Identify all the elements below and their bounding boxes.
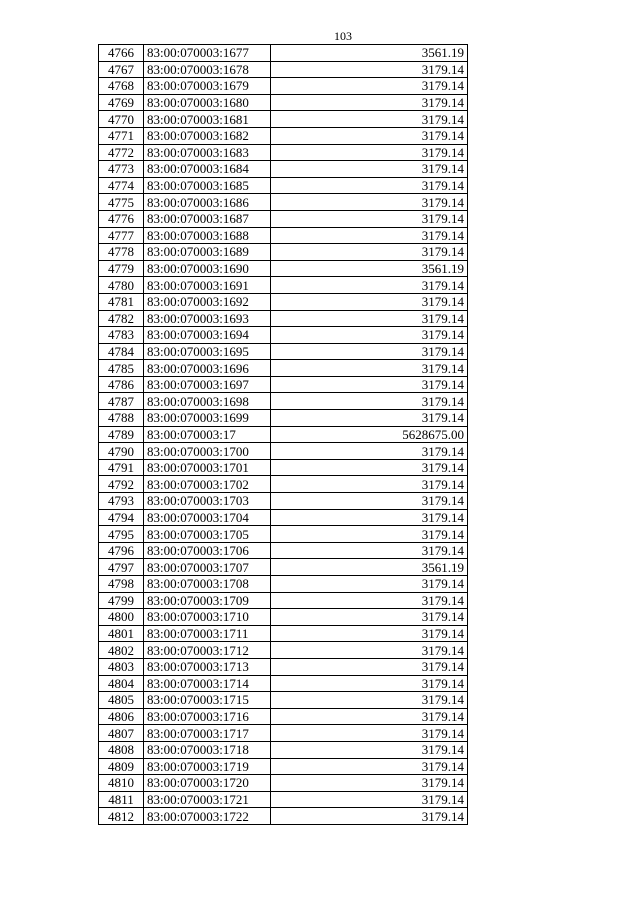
row-number-cell: 4791	[99, 459, 144, 476]
cadastral-number-cell: 83:00:070003:1717	[144, 725, 271, 742]
table-row	[99, 509, 468, 526]
value-cell: 3179.14	[271, 61, 468, 78]
value-cell: 3179.14	[271, 675, 468, 692]
row-number-cell: 4812	[99, 808, 144, 825]
value-cell: 3179.14	[271, 592, 468, 609]
row-number-cell: 4776	[99, 210, 144, 227]
cadastral-number-cell: 83:00:070003:1708	[144, 576, 271, 593]
value-cell: 3179.14	[271, 459, 468, 476]
table-row	[99, 476, 468, 493]
table-row	[99, 658, 468, 675]
cadastral-number-cell: 83:00:070003:1682	[144, 127, 271, 144]
table-row	[99, 741, 468, 758]
table-row	[99, 78, 468, 95]
cadastral-number-cell: 83:00:070003:1697	[144, 376, 271, 393]
table-row	[99, 277, 468, 294]
value-cell: 3179.14	[271, 708, 468, 725]
row-number-cell: 4804	[99, 675, 144, 692]
row-number-cell: 4799	[99, 592, 144, 609]
table-row	[99, 708, 468, 725]
table-row	[99, 642, 468, 659]
cadastral-number-cell: 83:00:070003:1680	[144, 94, 271, 111]
value-cell: 3179.14	[271, 161, 468, 178]
table-row	[99, 210, 468, 227]
cadastral-number-cell: 83:00:070003:1711	[144, 625, 271, 642]
value-cell: 3179.14	[271, 277, 468, 294]
value-cell: 3179.14	[271, 476, 468, 493]
value-cell: 3179.14	[271, 808, 468, 825]
value-cell: 3179.14	[271, 144, 468, 161]
row-number-cell: 4781	[99, 293, 144, 310]
table-row	[99, 426, 468, 443]
cadastral-number-cell: 83:00:070003:1712	[144, 642, 271, 659]
row-number-cell: 4811	[99, 791, 144, 808]
value-cell: 3179.14	[271, 642, 468, 659]
table-row	[99, 144, 468, 161]
table-row	[99, 161, 468, 178]
cadastral-number-cell: 83:00:070003:1681	[144, 111, 271, 128]
row-number-cell: 4793	[99, 493, 144, 510]
row-number-cell: 4796	[99, 542, 144, 559]
cadastral-number-cell: 83:00:070003:1722	[144, 808, 271, 825]
value-cell: 3179.14	[271, 526, 468, 543]
row-number-cell: 4770	[99, 111, 144, 128]
row-number-cell: 4766	[99, 45, 144, 62]
value-cell: 3179.14	[271, 609, 468, 626]
table-row	[99, 775, 468, 792]
value-cell: 3179.14	[271, 360, 468, 377]
table-row	[99, 343, 468, 360]
value-cell: 3179.14	[271, 410, 468, 427]
cadastral-number-cell: 83:00:070003:1709	[144, 592, 271, 609]
cadastral-number-cell: 83:00:070003:1710	[144, 609, 271, 626]
value-cell: 3179.14	[271, 725, 468, 742]
table-row	[99, 360, 468, 377]
row-number-cell: 4769	[99, 94, 144, 111]
row-number-cell: 4774	[99, 177, 144, 194]
value-cell: 3179.14	[271, 758, 468, 775]
cadastral-number-cell: 83:00:070003:1719	[144, 758, 271, 775]
value-cell: 3179.14	[271, 177, 468, 194]
cadastral-number-cell: 83:00:070003:1679	[144, 78, 271, 95]
value-cell: 3179.14	[271, 692, 468, 709]
row-number-cell: 4779	[99, 260, 144, 277]
value-cell: 3179.14	[271, 194, 468, 211]
row-number-cell: 4798	[99, 576, 144, 593]
table-row	[99, 310, 468, 327]
row-number-cell: 4785	[99, 360, 144, 377]
value-cell: 3179.14	[271, 293, 468, 310]
table-row	[99, 675, 468, 692]
cadastral-number-cell: 83:00:070003:1689	[144, 244, 271, 261]
cadastral-number-cell: 83:00:070003:1698	[144, 393, 271, 410]
row-number-cell: 4792	[99, 476, 144, 493]
cadastral-number-cell: 83:00:070003:1707	[144, 559, 271, 576]
cadastral-number-cell: 83:00:070003:1685	[144, 177, 271, 194]
row-number-cell: 4809	[99, 758, 144, 775]
value-cell: 3179.14	[271, 78, 468, 95]
cadastral-number-cell: 83:00:070003:1678	[144, 61, 271, 78]
value-cell: 3179.14	[271, 493, 468, 510]
value-cell: 3561.19	[271, 45, 468, 62]
table-row	[99, 410, 468, 427]
table-row	[99, 609, 468, 626]
value-cell: 3179.14	[271, 210, 468, 227]
table-row	[99, 459, 468, 476]
cadastral-number-cell: 83:00:070003:17	[144, 426, 271, 443]
row-number-cell: 4803	[99, 658, 144, 675]
row-number-cell: 4788	[99, 410, 144, 427]
table-row	[99, 625, 468, 642]
cadastral-number-cell: 83:00:070003:1716	[144, 708, 271, 725]
table-row	[99, 526, 468, 543]
table-row	[99, 293, 468, 310]
cadastral-number-cell: 83:00:070003:1694	[144, 327, 271, 344]
row-number-cell: 4790	[99, 443, 144, 460]
row-number-cell: 4777	[99, 227, 144, 244]
table-row	[99, 443, 468, 460]
cadastral-number-cell: 83:00:070003:1700	[144, 443, 271, 460]
row-number-cell: 4795	[99, 526, 144, 543]
table-row	[99, 94, 468, 111]
value-cell: 3179.14	[271, 576, 468, 593]
row-number-cell: 4782	[99, 310, 144, 327]
row-number-cell: 4767	[99, 61, 144, 78]
table-row	[99, 692, 468, 709]
value-cell: 3179.14	[271, 658, 468, 675]
value-cell: 3179.14	[271, 376, 468, 393]
value-cell: 3179.14	[271, 393, 468, 410]
cadastral-number-cell: 83:00:070003:1705	[144, 526, 271, 543]
row-number-cell: 4802	[99, 642, 144, 659]
row-number-cell: 4784	[99, 343, 144, 360]
cadastral-number-cell: 83:00:070003:1696	[144, 360, 271, 377]
cadastral-number-cell: 83:00:070003:1687	[144, 210, 271, 227]
row-number-cell: 4768	[99, 78, 144, 95]
value-cell: 3179.14	[271, 244, 468, 261]
cadastral-number-cell: 83:00:070003:1713	[144, 658, 271, 675]
row-number-cell: 4787	[99, 393, 144, 410]
value-cell: 3179.14	[271, 94, 468, 111]
table-body	[99, 45, 468, 825]
value-cell: 3179.14	[271, 111, 468, 128]
row-number-cell: 4794	[99, 509, 144, 526]
row-number-cell: 4783	[99, 327, 144, 344]
value-cell: 3179.14	[271, 775, 468, 792]
row-number-cell: 4797	[99, 559, 144, 576]
table-row	[99, 45, 468, 62]
row-number-cell: 4780	[99, 277, 144, 294]
table-row	[99, 177, 468, 194]
cadastral-number-cell: 83:00:070003:1692	[144, 293, 271, 310]
value-cell: 3179.14	[271, 443, 468, 460]
value-cell: 3179.14	[271, 625, 468, 642]
value-cell: 3179.14	[271, 791, 468, 808]
value-cell: 5628675.00	[271, 426, 468, 443]
row-number-cell: 4778	[99, 244, 144, 261]
row-number-cell: 4808	[99, 741, 144, 758]
value-cell: 3179.14	[271, 310, 468, 327]
row-number-cell: 4773	[99, 161, 144, 178]
value-cell: 3179.14	[271, 227, 468, 244]
cadastral-number-cell: 83:00:070003:1691	[144, 277, 271, 294]
row-number-cell: 4805	[99, 692, 144, 709]
value-cell: 3179.14	[271, 343, 468, 360]
cadastral-number-cell: 83:00:070003:1688	[144, 227, 271, 244]
table-row	[99, 61, 468, 78]
row-number-cell: 4775	[99, 194, 144, 211]
table-row	[99, 260, 468, 277]
row-number-cell: 4772	[99, 144, 144, 161]
row-number-cell: 4789	[99, 426, 144, 443]
cadastral-number-cell: 83:00:070003:1693	[144, 310, 271, 327]
cadastral-number-cell: 83:00:070003:1686	[144, 194, 271, 211]
table-row	[99, 559, 468, 576]
value-cell: 3561.19	[271, 260, 468, 277]
cadastral-number-cell: 83:00:070003:1704	[144, 509, 271, 526]
row-number-cell: 4786	[99, 376, 144, 393]
cadastral-number-cell: 83:00:070003:1699	[144, 410, 271, 427]
cadastral-number-cell: 83:00:070003:1720	[144, 775, 271, 792]
cadastral-number-cell: 83:00:070003:1684	[144, 161, 271, 178]
row-number-cell: 4810	[99, 775, 144, 792]
page-number: 103	[334, 29, 352, 43]
cadastral-number-cell: 83:00:070003:1702	[144, 476, 271, 493]
cadastral-number-cell: 83:00:070003:1706	[144, 542, 271, 559]
value-cell: 3179.14	[271, 127, 468, 144]
table-row	[99, 127, 468, 144]
table-row	[99, 244, 468, 261]
row-number-cell: 4806	[99, 708, 144, 725]
table-row	[99, 576, 468, 593]
value-cell: 3179.14	[271, 741, 468, 758]
cadastral-number-cell: 83:00:070003:1718	[144, 741, 271, 758]
cadastral-number-cell: 83:00:070003:1690	[144, 260, 271, 277]
value-cell: 3561.19	[271, 559, 468, 576]
table-row	[99, 493, 468, 510]
row-number-cell: 4801	[99, 625, 144, 642]
table-row	[99, 791, 468, 808]
row-number-cell: 4807	[99, 725, 144, 742]
cadastral-number-cell: 83:00:070003:1683	[144, 144, 271, 161]
table-row	[99, 592, 468, 609]
table-row	[99, 327, 468, 344]
cadastral-number-cell: 83:00:070003:1695	[144, 343, 271, 360]
value-cell: 3179.14	[271, 509, 468, 526]
table-row	[99, 393, 468, 410]
table-row	[99, 376, 468, 393]
cadastral-number-cell: 83:00:070003:1714	[144, 675, 271, 692]
table-row	[99, 542, 468, 559]
cadastral-number-cell: 83:00:070003:1701	[144, 459, 271, 476]
table-row	[99, 758, 468, 775]
row-number-cell: 4771	[99, 127, 144, 144]
cadastral-number-cell: 83:00:070003:1703	[144, 493, 271, 510]
row-number-cell: 4800	[99, 609, 144, 626]
table-row	[99, 725, 468, 742]
cadastral-value-table	[98, 44, 468, 825]
cadastral-number-cell: 83:00:070003:1721	[144, 791, 271, 808]
value-cell: 3179.14	[271, 327, 468, 344]
cadastral-number-cell: 83:00:070003:1677	[144, 45, 271, 62]
cadastral-number-cell: 83:00:070003:1715	[144, 692, 271, 709]
table-row	[99, 111, 468, 128]
table-row	[99, 194, 468, 211]
table-row	[99, 808, 468, 825]
value-cell: 3179.14	[271, 542, 468, 559]
table-row	[99, 227, 468, 244]
